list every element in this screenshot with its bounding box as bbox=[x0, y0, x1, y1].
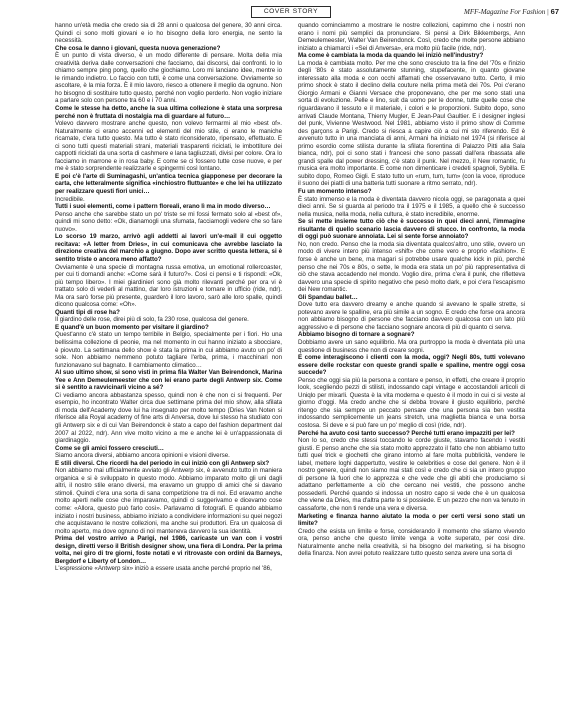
masthead-separator: | bbox=[547, 8, 549, 16]
interview-question: Se si mette insieme tutto ciò che è successo in quei dieci anni, l'immagine risultante di quello scenario lascia davvero di stucco. In confronto, la moda di oggi può suonare annoiata. Lei si sente forse annoiato? bbox=[298, 218, 525, 241]
section-label: COVER STORY bbox=[251, 6, 331, 18]
interview-answer: La moda è cambiata molto. Per me che sono cresciuto tra la fine del '70s e l'inizio degli '80s è stato assolutamente stunning, stupefacente, in quanto giovane interessato alla moda e con occhi affamati che osservavano tutto. Certo, il mio primo shock è stato il declino della couture nella prima metà dei 70s. Poi c'erano Giorgio Armani e Gianni Versace che proponevano, che per me sono stati una sorta di evoluzione. Pelle e lino, suit da uomo per le donne, tutte quelle cose che riguardavano il tessuto e il materiale, i colori e le proporzioni. Subito dopo, sono arrivati Claude Montana, Thierry Mugler, E Jean-Paul Gaultier. E i designer inglesi del punk, Vivienne Westwood. Nel 1981, abbiamo visto il primo show di Comme des garçons a Parigi. Credo si riesca a capire ciò a cui mi sto riferendo. Ed è avvenuto tutto in una manciata di anni, Armani ha iniziato nel 1974 (si riferisce al primo esordio come stilista durante la sfilata fiorentina di Palazzo Pitti alla Sala bianca, ndr), poi ci sono stati i francesi che sono passati dall'era ribassata alle grandi spalle dal power dressing, c'è stato il punk. Nel mezzo, il New romantic, fu musica era molto importante. E come non dimenticare i credeti spagnoli, Sybilla. E subito dopo, Romeo Gigli. E stato tutto un «rum, tum, tum» (con la voce, riproduce il suono dei piatti di una batteria tutti suonare a ritmo serrato, ndr). bbox=[298, 59, 525, 188]
interview-answer: Siamo ancora diversi, abbiamo ancora opinioni e visioni diverse. bbox=[55, 452, 230, 460]
interview-question: Come se gli amici fossero cresciuti… bbox=[55, 444, 164, 452]
interview-question: Tutti i suoi elementi, come i pattern floreali, erano lì ma in modo diverso… bbox=[55, 203, 271, 211]
interview-answer: Penso anche che sarebbe stato un po' triste se mi fossi fermato solo al «best of», quindi mi sono detto: «Ok, dianamogli una sfumata, facciamogli vedere che so fare nuovo». bbox=[55, 210, 282, 233]
interview-answer: hanno un'età media che credo sia di 28 anni o qualcosa del genere, 30 anni circa. Quindi ci sono molti giovani e io ho bisogno della loro energia, ne sento la necessità. bbox=[55, 22, 282, 45]
interview-question: Che cosa le danno i giovani, questa nuova generazione? bbox=[55, 44, 221, 52]
interview-answer: Credo che esista un limite e forse, considerando il momento che stiamo vivendo ora, penso anche che questo limite venga a volte superato, per cosi dire. Naturalmente anche nella creatività, si ha bisogno del marketing, si ha bisogno della finanza. Non avrei potuto realizzare tutto questo senza avere una sorta di bbox=[298, 527, 525, 558]
page-header bbox=[0, 0, 580, 22]
interview-answer: Non lo so, credo che stessi toccando le corde giuste, stavamo facendo i vestiti giusti. E penso anche che sia stato molto apprezzato il fatto che non abbiamo tutto tutti quei trick e giochetti che girano intorno al fare molta pubblicità, vendere le label, mettere loghi dappertutto, vestire le celebrities e cose del genere. Non è il nostro genere, quindi non siamo mai stati così e credo che ci sia un intero gruppo di persone là fuori che lo apprezza e che vede che gli abiti che produciamo si adattano perfettamente a ciò che cercano nei vestiti, che possono anche possederli. Perché quando si indossa un nostro capo si vede che è un qualcosa che viene da Dries, ma d'altra parte lo si possiede. E un pezzo che non va tenuto in cassaforte, che non ti rende una vera e diversa. bbox=[298, 437, 525, 512]
interview-answer: Dove tutto era davvero dreamy e anche quando si avevano le spalle strette, si potevano avere le spalline, era più simile a un sogno. E credo che forse ora ancora non abbiamo bisogno di persone che facciano davvero qualcosa con un lato più aggressivo e di persone che facciano sognare ancora di più di quanto ci serva. bbox=[298, 301, 525, 331]
interview-answer: Non abbiamo mai ufficialmente avviato gli Antwerp six, è avvenuto tutto in maniera organica e si è sviluppato in questo modo. Abbiamo imparato molto gli uni dagli altri, il nostro stile erano diversi, ma eravamo un gruppo di amici che si davano stimoli. Quindi c'era una sorta di sana competizione tra di noi. Ed eravamo anche molto aperti nelle cose che imparavamo, quindi ci suggerivamo e dicevamo cose come: «Allora, questo può farlo così». Parlavamo di fotografi. E quando abbiamo iniziato i nostri business, abbiamo iniziato a condividere informazioni su quei negozi che acquistavano le nostre collezioni, ma anche sui produttori. Era un qualcosa di molto aperto, ma dove ognuno di noi manteneva davvero la sua identità. bbox=[55, 467, 282, 535]
interview-question: Come le stesse ha detto, anche la sua ultima collezione è stata una sorpresa perché non è fruttata di nostalgia ma di guardare al futuro… bbox=[55, 105, 282, 120]
interview-answer: Dobbiamo avere un sano equilibrio. Ma ora purtroppo la moda è diventata più una questione di business che non di creare sogni. bbox=[298, 338, 525, 354]
interview-answer: L'espressione «Antwerp six» iniziò a essere usata anche perché proprio nel '86, bbox=[55, 565, 272, 573]
interview-question: Ma come è cambiata la moda da quando lei iniziò nell'industry? bbox=[298, 52, 484, 60]
interview-answer: Quest'anno c'è stato un tempo terribile in Belgio, specialmente per i fiori. Ho una bellissima collezione di peonie, ma nel momento in cui hanno iniziato a sbocciare, è piovuto. La settimana dello show è stata la prima in cui abbiamo avuto un po' di sole. Non abbiamo nemmeno potuto tagliare l'erba, prima, i macchinari non funzionavano sul bagnato. Il cambiamento climatico… bbox=[55, 331, 282, 369]
article-column-right bbox=[298, 22, 525, 706]
interview-answer: No, non credo. Penso che la moda sia diventata qualcos'altro, uno stile, ovvero un modo di vivere intero più intenso «shift» che come vero e proprio «fashion». E forse è anche un bene, ma magari si potrebbe usare qualche kick in più, perché penso che nei 70s e 80s, o sette, le moda era stata un po' più rappresentativa di ciò che stava accadendo nel mondo. Voglio dire, prima c'era il punk, che rifletteva davvero una specie di spirito negativo che pesò molto dark, e poi c'era l'escapismo dei New romantic. bbox=[298, 240, 525, 294]
interview-question: Al suo ultimo show, si sono visti in prima fila Walter Van Beirendonck, Marina Yee e Ann Demeulemeester che con lei erano parte degli Antwerp six. Come si è sentito a ravvicinarli vicino a sé? bbox=[55, 369, 282, 392]
interview-answer: Ovviamente è una specie di montagna russa emotiva, un emotional rollercoaster, per cui ti domandi anche: «Come sarà il futuro?». Così ci pensi e ti rispondi: «Ok, più tempo libero». I miei giardinieri sono già molto rilevanti perché per ora vi è trattato solo di vederli al mattino, dar loro istruzioni e tornare in ufficio (ride, ndr). Ma ora sarò forse più presente, guarderò il loro lavoro, sarò alle loro spalle, quindi dicono qualcosa come: «Oh». bbox=[55, 263, 282, 309]
interview-answer: Il giardino delle rose, direi più di solo, fa 230 rose, qualcosa del genere. bbox=[55, 316, 249, 324]
interview-question: E come interagiscono i clienti con la moda, oggi? Negli 80s, tutti volevano essere delle rockstar con queste grandi spalle e spalline, mentre oggi cosa succede? bbox=[298, 354, 525, 377]
interview-question: E poi c'è l'arte di Suminagashi, un'antica tecnica giapponese per decorare la carta, che letteralmente significa «inchiostro fluttuante» e che lei ha utilizzato per realizzare questi fiori unici… bbox=[55, 172, 282, 196]
interview-question: Fu un momento intenso? bbox=[298, 188, 372, 196]
interview-question: Marketing e finanza hanno aiutato la moda o per certi versi sono stati un limite? bbox=[298, 512, 525, 528]
interview-answer: È un punto di vista diverso, è un modo differente di pensare. Molta della mia creatività deriva dalle conversazioni che facciamo, dai discorsi, dai confronti. Io lo chiamo sempre ping pong, quello che giochiamo. Loro mi lanciano idee, mentre io le rimando indietro. Lo faccio con tutti, è come una conversazione. Ovviamente so ascoltare, è la mia forza. È il mio lavoro, riesco a ottenere il meglio da ognuno. Non ho bisogno di sostituire tutto questo, perché non voglio perderlo. Non voglio iniziare a parlare solo con persone tra 60 e i 70 anni. bbox=[55, 52, 282, 105]
interview-answer: Volevo davvero mostrare anche questo, non volevo fermarmi al mio «best of». Naturalmente ci erano accenni ed elementi del mio stile, ci erano le maniche ricamate, c'era tutto questo. Ma tutto è stato riconsiderato, ripensato, effettuato. E ci sono tutti questi materiali strani, materiali trasparenti riciclati, le imbottiture dei cappotti riciclati da una sorta di cashmere e lana tagliuzzati, divisi per colore. Ora lo facciamo in marrone e in rosa baby. E come se ci fossero tutte cose nuove, e per me è stato sorprendente realizzarle e spingermi così lontano. bbox=[55, 120, 282, 173]
interview-answer: quando cominciammo a mostrare le nostre collezioni, capimmo che i nostri non erano i nomi più semplici da pronunciare. Si pensi a Dirk Bikkembergs, Ann Demeulemeester, Walter Van Beirendonck. Così, credo che molte persone abbiano iniziato a chiamarci i «Sei di Anversa», era molto più facile (ride, ndr). bbox=[298, 22, 525, 52]
interview-question: Perché ha avuto così tanto successo? Perché tutti erano impazziti per lei? bbox=[298, 429, 515, 437]
interview-answer: Incredibile. bbox=[55, 195, 85, 203]
interview-answer: Penso che oggi sia più la persona a contare e penso, in effetti, che creare il proprio look, scegliendo pezzi di stilisti, indossando capi vintage e accostandoli articoli di Uniqlo per mixarli. Questa è la vita moderna e questo è il modo in cui ci si veste al giorno d'oggi. Ma credo anche che si debba trovare il giusto equilibrio, perché ritengo che sia sempre un peccato pensare che una persona sia ben vestita indossando semplicemente un jeans stretch, una maglietta bianca e una borsa costosa. Si deve e si può fare un po' meglio di così (ride, ndr). bbox=[298, 376, 525, 429]
interview-question: Lo scorso 19 marzo, arrivò agli addetti ai lavori un'e-mail il cui oggetto recitava: «A letter from Dries», in cui comunicava che avrebbe lasciato la direzione creativa del marchio a giugno. Dopo aver scritto questa lettera, si è sentito triste o ancora meno affatto? bbox=[55, 233, 282, 263]
interview-question: Prima del vostro arrivo a Parigi, nel 1986, caricaste un van con i vostri design, diretti verso il British designer show, una fiera di Londra. Per la prima volta, nei giro di tre giorni, foste notati e vi ritrovaste con ordini da Barneys, Bergdorf e Liberty of London… bbox=[55, 535, 282, 565]
masthead bbox=[464, 7, 559, 17]
publication-name: MFF-Magazine For Fashion bbox=[463, 8, 546, 16]
interview-question: E stili diversi. Che ricordi ha del periodo in cui iniziò con gli Antwerp six? bbox=[55, 459, 270, 467]
page-number: 67 bbox=[550, 7, 559, 16]
interview-question: E quand'è un buon momento per visitare il giardino? bbox=[55, 323, 209, 331]
interview-question: Abbiamo bisogno di tornare a sognare? bbox=[298, 331, 415, 339]
article-column-left bbox=[55, 22, 282, 706]
interview-question: Quanti tipi di rose ha? bbox=[55, 308, 120, 316]
interview-answer: È stato immenso e la moda è diventata davvero nicola oggi, se paragonata a quei dieci anni. Se si guarda al periodo tra il 1975 e il 1985, a quello che è successo nella musica, nella moda, nella cultura, è stato incredibile, enorme. bbox=[298, 195, 525, 218]
interview-answer: Ci vediamo ancora abbastanza spesso, quindi non è che non ci si frequenti. Per esempio, ho incontrato Walter circa due settimane prima del mio show, alla sfilata di moda dell'Academy dove lui ha insegnato per molto tempo (Dries Van Noten si riferisce alla Royal academy of fine arts di Anversa, dove lui stesso ha studiato con gli Antwerp six e di cui Van Beirendonck è stato a capo del fashion department dal 2007 al 2022, ndr). Ann vive molto vicino a me e anche lei è un'appassionata di giardinaggio. bbox=[55, 391, 282, 445]
interview-question: Gli Spandau ballet… bbox=[298, 293, 358, 301]
